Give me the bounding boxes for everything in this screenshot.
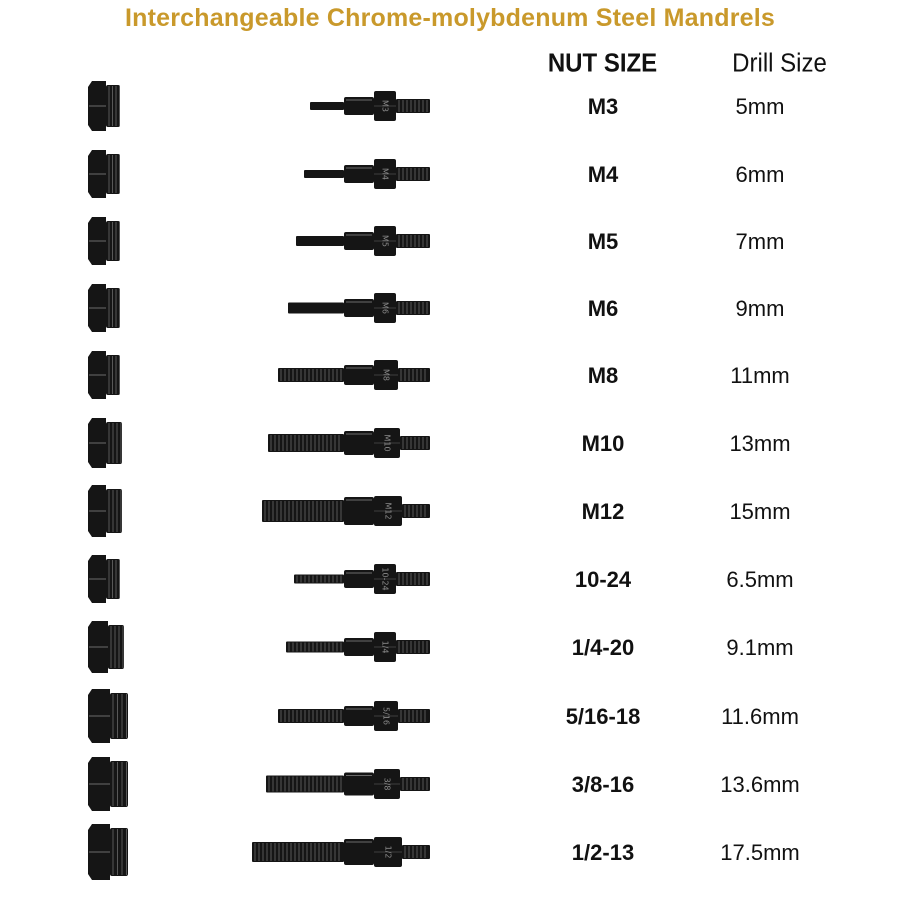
drill-size-value: 9.1mm <box>726 635 794 660</box>
rivet-nut-icon <box>82 274 142 342</box>
rivet-nut-icon <box>82 72 142 140</box>
mandrel-stamp: 1/2 <box>383 845 393 859</box>
mandrel-stamp: M12 <box>383 502 393 520</box>
drill-size-value: 13.6mm <box>720 772 800 797</box>
mandrel-icon <box>240 682 440 750</box>
mandrel-stamp: 5/16 <box>381 707 391 725</box>
mandrel-row <box>0 682 900 750</box>
drill-size-value: 17.5mm <box>720 840 800 865</box>
rivet-nut-icon <box>82 341 142 409</box>
mandrel-icon <box>240 477 440 545</box>
nut-size-value: M6 <box>587 296 619 321</box>
nut-size-value: 3/8-16 <box>571 772 635 797</box>
mandrel-row <box>0 613 900 681</box>
mandrel-row <box>0 72 900 140</box>
nut-size-value: M12 <box>581 499 625 524</box>
drill-size-value: 7mm <box>735 229 785 254</box>
mandrel-stamp: M5 <box>380 235 390 247</box>
rivet-nut-icon <box>82 477 142 545</box>
mandrel-stamp: M8 <box>381 369 391 381</box>
mandrel-icon <box>240 274 440 342</box>
rivet-nut-icon <box>82 409 142 477</box>
mandrel-icon <box>240 341 440 409</box>
mandrel-row <box>0 477 900 545</box>
mandrel-stamp: 10-24 <box>380 567 390 591</box>
mandrel-stamp: M10 <box>382 434 392 452</box>
rivet-nut-icon <box>82 750 142 818</box>
nut-size-header: NUT SIZE <box>547 48 658 79</box>
drill-size-value: 6mm <box>735 162 785 187</box>
nut-size-value: 1/2-13 <box>571 840 635 865</box>
nut-size-value: M10 <box>581 431 625 456</box>
mandrel-icon <box>240 613 440 681</box>
mandrel-row <box>0 140 900 208</box>
rivet-nut-icon <box>82 545 142 613</box>
mandrel-stamp: M6 <box>380 302 390 314</box>
mandrel-row <box>0 409 900 477</box>
nut-size-value: M5 <box>587 229 619 254</box>
mandrel-row <box>0 274 900 342</box>
rivet-nut-icon <box>82 140 142 208</box>
mandrel-stamp: M3 <box>380 100 390 112</box>
mandrel-row <box>0 207 900 275</box>
mandrel-row <box>0 341 900 409</box>
drill-size-value: 13mm <box>729 431 791 456</box>
mandrel-icon <box>240 750 440 818</box>
mandrel-icon <box>240 140 440 208</box>
mandrel-row <box>0 750 900 818</box>
rivet-nut-icon <box>82 207 142 275</box>
drill-size-value: 6.5mm <box>726 567 794 592</box>
drill-size-value: 15mm <box>729 499 791 524</box>
drill-size-value: 11.6mm <box>721 704 799 729</box>
drill-size-value: 11mm <box>730 363 790 388</box>
nut-size-value: 1/4-20 <box>571 635 635 660</box>
mandrel-icon <box>240 545 440 613</box>
rivet-nut-icon <box>82 613 142 681</box>
mandrel-icon <box>240 818 440 886</box>
mandrel-stamp: M4 <box>380 168 390 180</box>
page-title: Interchangeable Chrome-molybdenum Steel Mandrels <box>124 4 776 32</box>
mandrel-row <box>0 818 900 886</box>
mandrel-stamp: 1/4 <box>380 640 390 654</box>
nut-size-value: 5/16-18 <box>565 704 641 729</box>
rivet-nut-icon <box>82 818 142 886</box>
drill-size-header: Drill Size <box>732 48 827 79</box>
mandrel-stamp: 3/8 <box>382 777 392 791</box>
nut-size-value: M4 <box>587 162 619 187</box>
nut-size-value: 10-24 <box>574 567 632 592</box>
nut-size-value: M3 <box>587 94 619 119</box>
mandrel-row <box>0 545 900 613</box>
nut-size-value: M8 <box>587 363 619 388</box>
mandrel-icon <box>240 207 440 275</box>
drill-size-value: 5mm <box>735 94 785 119</box>
mandrel-icon <box>240 409 440 477</box>
drill-size-value: 9mm <box>735 296 785 321</box>
rivet-nut-icon <box>82 682 142 750</box>
mandrel-icon <box>240 72 440 140</box>
